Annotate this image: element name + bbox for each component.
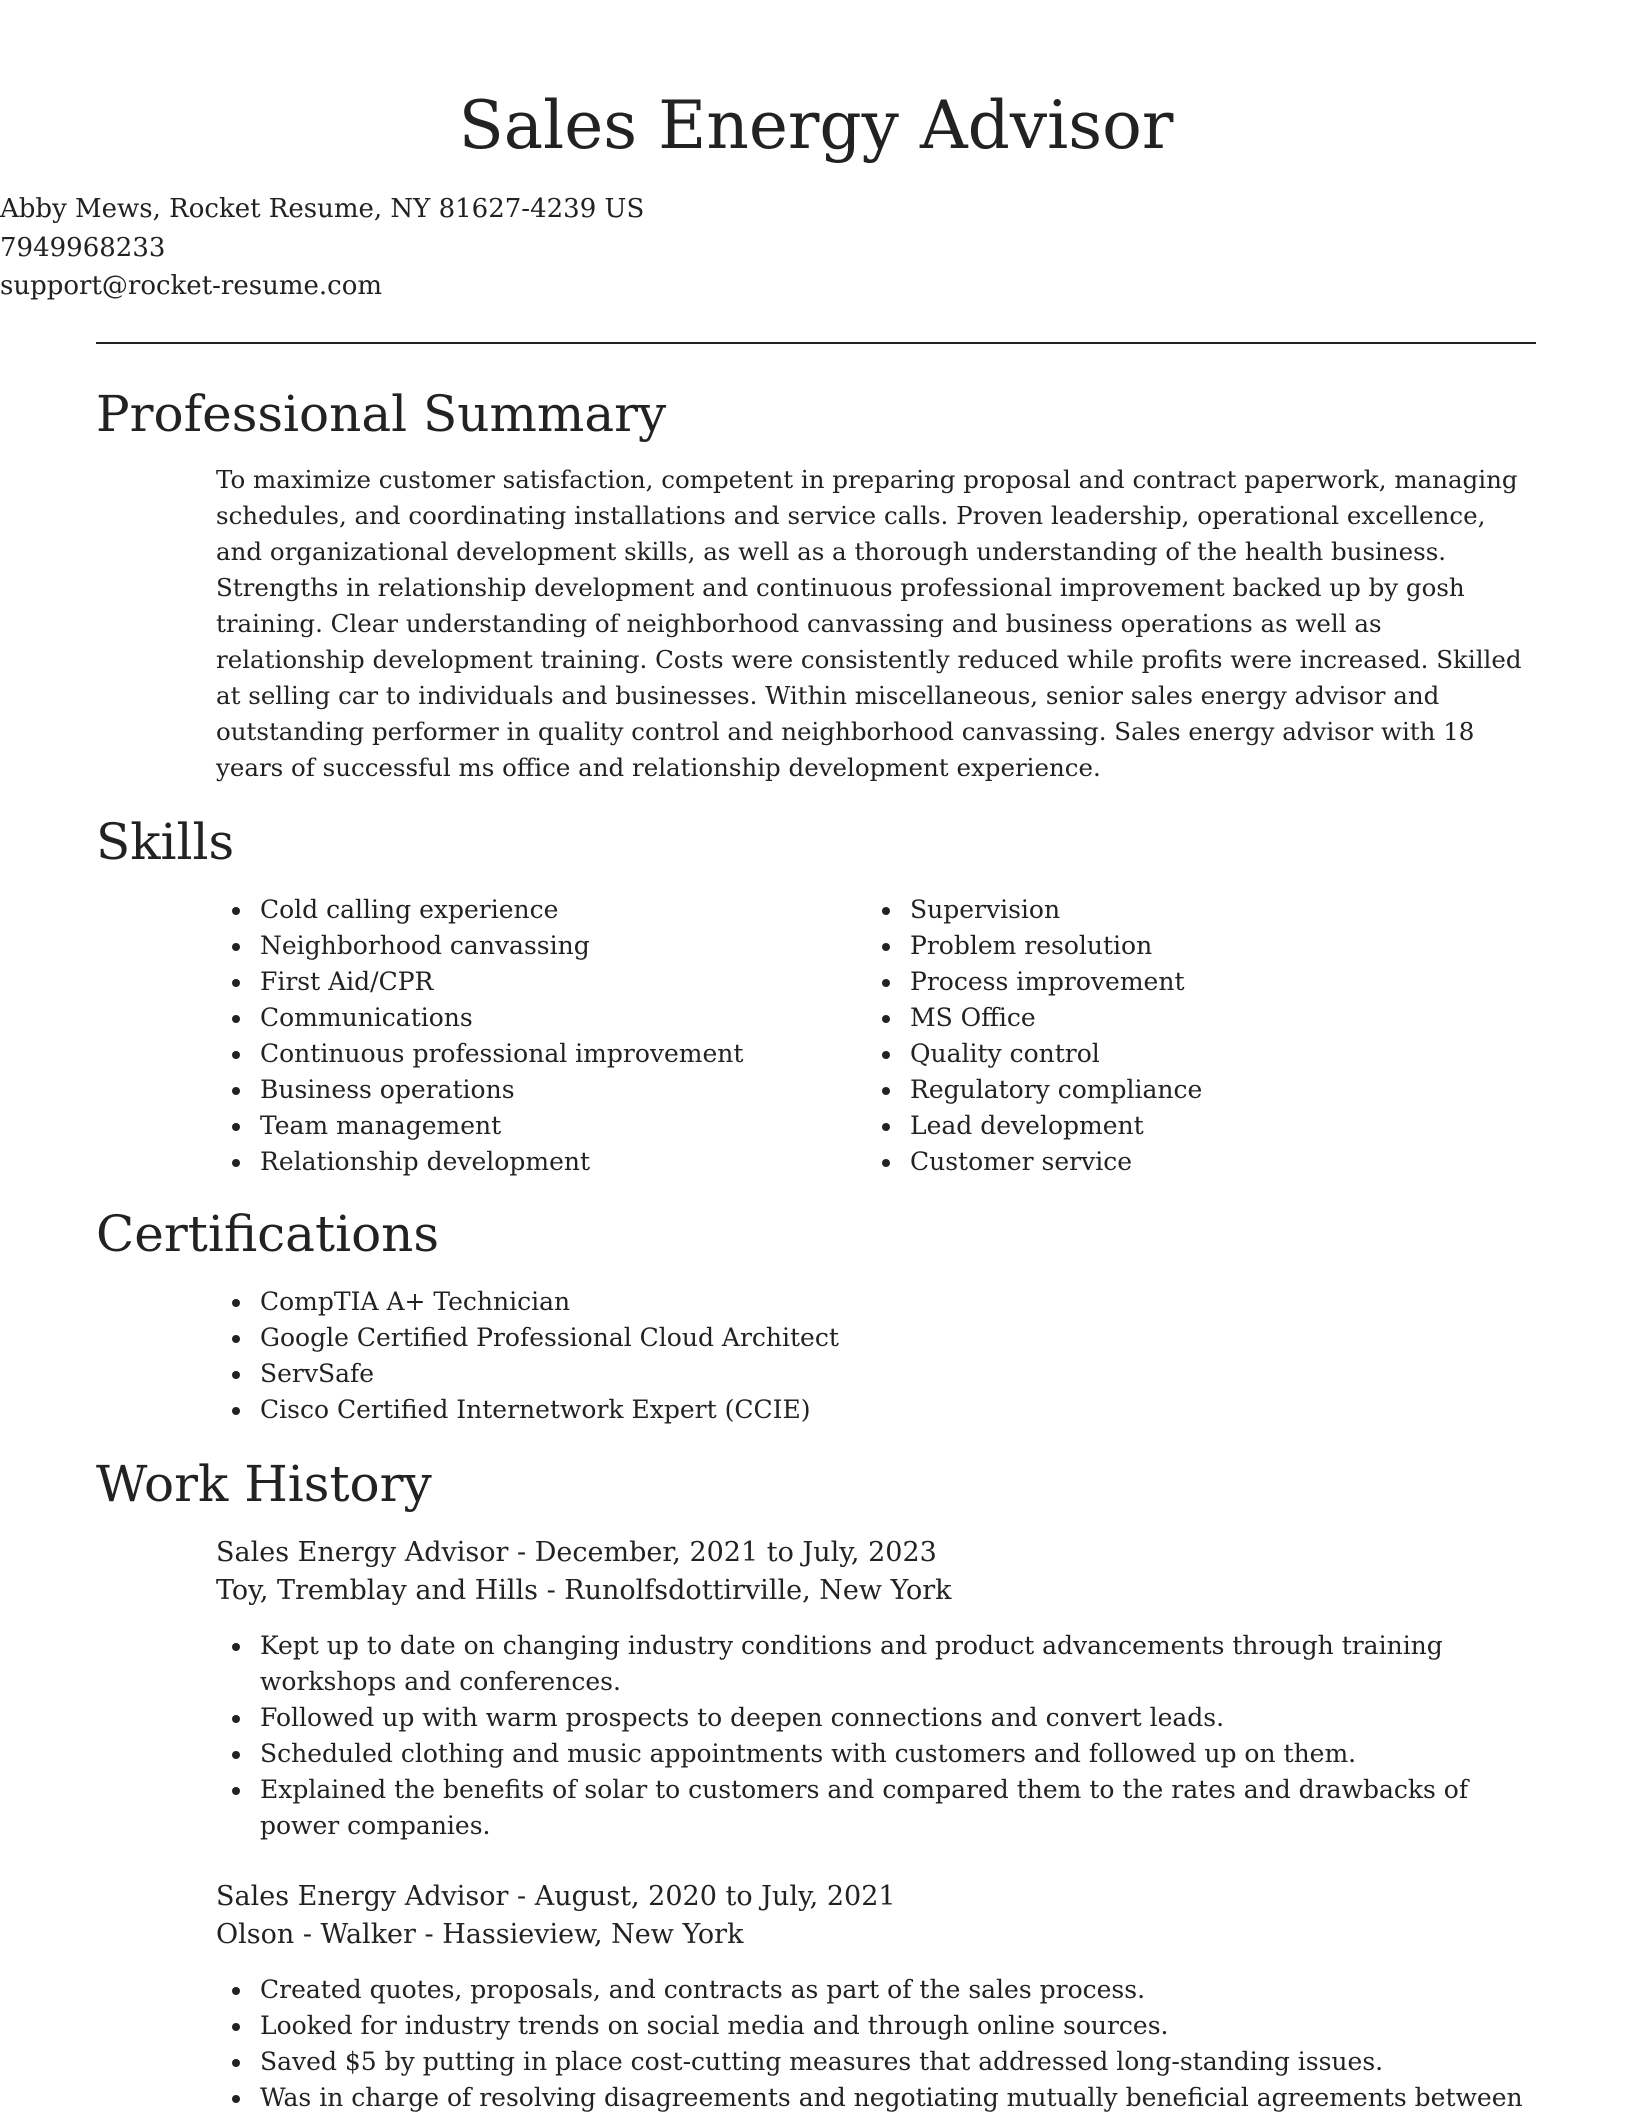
list-item: Process improvement — [866, 964, 1486, 1000]
job-company: Olson - Walker — [216, 1919, 416, 1950]
certifications-list — [216, 1284, 1536, 1428]
list-item: Business operations — [216, 1072, 836, 1108]
summary-text: To maximize customer satisfaction, competent in preparing proposal and contract paperwork, managing schedules, and coordinating installations and service calls. Proven leadership, operational excellence, and organizational development skills, as well as a thorough understanding of the health business. Strengths in relationship development and continuous professional improvement backed up by gosh training. Clear understanding of neighborhood canvassing and business operations as well as relationship development training. Costs were consistently reduced while profits were increased. Skilled at selling car to individuals and businesses. Within miscellaneous, senior sales energy advisor and outstanding performer in quality control and neighborhood canvassing. Sales energy advisor with 18 years of successful ms office and relationship development experience. — [216, 465, 1522, 782]
job-company-line — [216, 1916, 743, 1954]
list-item: Relationship development — [216, 1144, 836, 1180]
list-item: Looked for industry trends on social media and through online sources. — [216, 2008, 1536, 2044]
contact-address: Abby Mews, Rocket Resume, NY 81627-4239 US — [0, 194, 645, 224]
list-item: Quality control — [866, 1036, 1486, 1072]
job-location: - Runolfsdottirville, New York — [538, 1575, 952, 1606]
list-item: Continuous professional improvement — [216, 1036, 836, 1072]
list-item: Supervision — [866, 892, 1486, 928]
list-item: Cisco Certified Internetwork Expert (CCIE) — [216, 1392, 1536, 1428]
skills-list-left — [216, 892, 836, 1180]
job-dates: - August, 2020 to July, 2021 — [508, 1881, 896, 1912]
list-item: Cold calling experience — [216, 892, 836, 928]
list-item: Problem resolution — [866, 928, 1486, 964]
list-item: Google Certified Professional Cloud Architect — [216, 1320, 1536, 1356]
job-dates: - December, 2021 to July, 2023 — [508, 1537, 937, 1568]
list-item: Communications — [216, 1000, 836, 1036]
list-item: Team management — [216, 1108, 836, 1144]
list-item: Saved $5 by putting in place cost-cutting measures that addressed long-standing issues. — [216, 2044, 1536, 2080]
list-item: Regulatory compliance — [866, 1072, 1486, 1108]
list-item: CompTIA A+ Technician — [216, 1284, 1536, 1320]
list-item: First Aid/CPR — [216, 964, 836, 1000]
job-bullets — [216, 1972, 1536, 2112]
section-title-work-history: Work History — [96, 1455, 432, 1513]
list-item: Lead development — [866, 1108, 1486, 1144]
list-item: Customer service — [866, 1144, 1486, 1180]
list-item: ServSafe — [216, 1356, 1536, 1392]
job-location: - Hassieview, New York — [415, 1919, 744, 1950]
job-company-line — [216, 1572, 952, 1610]
list-item: Explained the benefits of solar to customers and compared them to the rates and drawbacks of power companies. — [216, 1772, 1536, 1844]
list-item: Was in charge of resolving disagreements and negotiating mutually beneficial agreements between — [216, 2080, 1536, 2112]
job-bullets — [216, 1628, 1536, 1844]
list-item: Neighborhood canvassing — [216, 928, 836, 964]
contact-email: support@rocket-resume.com — [0, 271, 383, 301]
section-title-skills: Skills — [96, 813, 235, 871]
skills-list-right — [866, 892, 1486, 1180]
section-title-certifications: Certifications — [96, 1205, 440, 1263]
list-item: Followed up with warm prospects to deepen connections and convert leads. — [216, 1700, 1536, 1736]
job-company: Toy, Tremblay and Hills — [216, 1575, 539, 1606]
resume-name: Sales Energy Advisor — [458, 87, 1174, 164]
list-item: Kept up to date on changing industry conditions and product advancements through training workshops and conferences. — [216, 1628, 1536, 1700]
job-title-line — [216, 1878, 896, 1916]
job-title-line — [216, 1534, 937, 1572]
contact-phone: 7949968233 — [0, 233, 166, 263]
list-item: MS Office — [866, 1000, 1486, 1036]
list-item: Created quotes, proposals, and contracts as part of the sales process. — [216, 1972, 1536, 2008]
header-divider — [96, 342, 1536, 344]
section-title-summary: Professional Summary — [96, 385, 667, 443]
list-item: Scheduled clothing and music appointments with customers and followed up on them. — [216, 1736, 1536, 1772]
job-position: Sales Energy Advisor — [216, 1881, 509, 1912]
job-position: Sales Energy Advisor — [216, 1537, 509, 1568]
